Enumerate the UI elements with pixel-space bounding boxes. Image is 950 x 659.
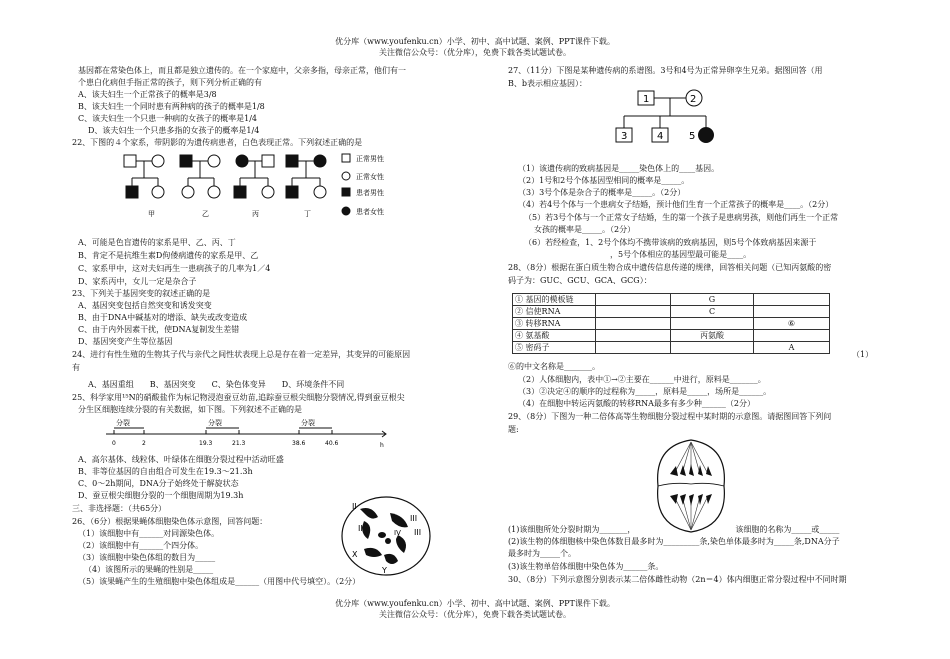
table-row	[513, 294, 830, 306]
table-cell: ④ 氨基酸	[513, 330, 596, 342]
q29-cell-division-figure	[650, 436, 732, 536]
q29-item: (1)该细胞所处分裂时期为_______， 该细胞的名称为_____或_____	[508, 525, 840, 534]
table-cell	[596, 330, 671, 342]
q29-item: (2)该生物的体细胞核中染色体数目最多时为_________条,染色单体最多时为_____条,DNA分子	[508, 537, 840, 546]
timeline-tick: 19.3	[199, 440, 213, 447]
q26-item: （2）该细胞中有______个四分体。	[78, 541, 204, 550]
q28-stem: 码子为：GUC、GCU、GCA、GCG）：	[508, 276, 652, 285]
timeline-label: 分裂	[208, 419, 222, 427]
q25-stem: 分生区细胞连续分裂的有关数据，如下图。下列叙述不正确的是	[78, 405, 302, 414]
table-cell	[596, 294, 671, 306]
timeline-label: 分裂	[301, 419, 315, 427]
pedigree-male-affected	[286, 155, 298, 167]
table-row	[513, 342, 830, 354]
chromosome-label: IV	[394, 529, 401, 537]
pedigree-male-affected	[126, 186, 138, 198]
chromosome-IV	[378, 532, 386, 538]
pedigree-female-normal	[208, 155, 220, 167]
pedigree-number: 4	[657, 131, 664, 142]
q25-option: D、蚕豆根尖细胞分裂的一个细胞周期为19.3h	[78, 491, 244, 500]
q28-item-number: （1）	[852, 350, 874, 359]
table-cell: 丙氨酸	[671, 330, 754, 342]
pedigree-male-normal	[262, 155, 274, 167]
pedigree-female-affected	[314, 155, 326, 167]
table-row	[513, 306, 830, 318]
pedigree-male-affected	[180, 155, 192, 167]
footer-line-2: 关注微信公众号：（优分库），免费下载各类试题试卷。	[379, 610, 571, 619]
q27-stem: B、b表示相应基因）：	[508, 79, 587, 88]
footer-line-1: 优分库（www.youfenku.cn）小学、初中、高中试题、案例、PPT课件下载。	[335, 599, 615, 608]
chromosome-label: Y	[382, 566, 387, 575]
q30-stem: 30、（8分）下列示意图分别表示某二倍体雌性动物（2n＝4）体内细胞正常分裂过程中不同时期	[508, 575, 847, 584]
pedigree-number: 3	[621, 131, 628, 142]
table-cell	[596, 306, 671, 318]
q21-line: 个患白化病但手指正常的孩子，则下列分析正确的有	[78, 78, 262, 87]
chromosome-label: III	[414, 528, 422, 537]
table-cell: ① 基因的模板链	[513, 294, 596, 306]
header-line-1: 优分库（www.youfenku.cn）小学、初中、高中试题、案例、PPT课件下载。	[335, 37, 615, 46]
q28-item: （3）②决定④的顺序的过程称为_____，原料是_____，场所是______。	[518, 387, 772, 396]
timeline-tick: 40.6	[325, 440, 339, 447]
q27-pedigree-figure	[600, 86, 740, 148]
q27-item: （1）该遗传病的致病基因是_____染色体上的____基因。	[518, 164, 720, 173]
q27-item: （4）若4号个体与一个患病女子结婚，预计他们生育一个正常孩子的概率是____。（2分）	[518, 200, 834, 209]
legend-label: 正常男性	[356, 155, 384, 163]
q26-chromosome-figure	[338, 495, 434, 577]
pedigree-female-affected	[699, 128, 714, 143]
q24-stem: 24、进行有性生殖的生物其子代与亲代之间性状表现上总是存在着一定差异，其变异的可能原因	[72, 350, 411, 359]
family-label: 乙	[202, 210, 209, 218]
pedigree-number: 1	[643, 94, 650, 105]
q28-item: ⑥的中文名称是_______。	[508, 362, 600, 371]
legend-male-normal-icon	[342, 154, 350, 162]
q27-stem: 27、（11分）下图是某种遗传病的系谱图。3号和4号为正常异卵孪生兄弟。据图回答（用	[508, 66, 823, 75]
pedigree-female-normal	[314, 186, 326, 198]
q26-item: （5）该果蝇产生的生殖细胞中染色体组成是______（用图中代号填空）。（2分）	[78, 577, 361, 586]
q27-item: （5）若3号个体与一个正常女子结婚，生的第一个孩子是患病男孩，则他们再生一个正常	[524, 213, 839, 222]
q26-stem: 26、（6分）根据果蝇体细胞染色体示意图，回答问题：	[72, 517, 268, 526]
timeline-tick: 21.3	[232, 440, 246, 447]
pedigree-female-normal	[208, 186, 220, 198]
pedigree-female-affected	[236, 155, 248, 167]
header-line-2: 关注微信公众号：（优分库），免费下载各类试题试卷。	[379, 48, 571, 57]
q23-option: B、由于DNA中碱基对的增添、缺失或改变造成	[78, 313, 248, 322]
timeline-tick: 38.6	[292, 440, 306, 447]
legend-label: 正常女性	[356, 173, 384, 181]
table-cell	[754, 294, 830, 306]
chromosome-IV	[385, 538, 391, 544]
chromosome-label: II	[358, 524, 363, 533]
timeline-unit: h	[380, 442, 384, 449]
pedigree-male-affected	[286, 186, 298, 198]
q22-option: B、肯定不是抗维生素D佝偻病遗传的家系是甲、乙	[78, 251, 259, 260]
pedigree-number: 5	[689, 131, 696, 142]
legend-label: 患者女性	[356, 208, 384, 216]
q27-item: （6）若经检查，1、2号个体均不携带该病的致病基因，则5号个体致病基因来源于	[524, 238, 817, 247]
q24-stem: 有	[72, 363, 80, 372]
table-cell: ② 信使RNA	[513, 306, 596, 318]
family-label: 丁	[304, 210, 311, 218]
pedigree-female-normal	[152, 186, 164, 198]
q22-option: A、可能是色盲遗传的家系是甲、乙、丙、丁	[78, 238, 236, 247]
q27-item: ，5号个体相应的基因型最可能是____。	[610, 250, 752, 259]
table-cell: C	[671, 306, 754, 318]
table-row	[513, 318, 830, 330]
table-cell: ⑥	[754, 318, 830, 330]
q21-option: B、该夫妇生一个同时患有两种病的孩子的概率是1/8	[78, 102, 265, 111]
q28-codon-table	[512, 293, 830, 354]
table-cell: ③ 转移RNA	[513, 318, 596, 330]
q22-option: C、家系甲中，这对夫妇再生一患病孩子的几率为1／4	[78, 264, 271, 273]
pedigree-male-affected	[234, 186, 246, 198]
timeline-tick: 2	[142, 440, 146, 447]
q28-stem: 28、（8分）根据在蛋白质生物合成中遗传信息传递的规律，回答相关问题（已知丙氨酸的密	[508, 263, 832, 272]
timeline-tick: 0	[112, 440, 116, 447]
q27-item: （2）1号和2号个体基因型相同的概率是_____。	[518, 176, 690, 185]
table-cell	[671, 342, 754, 354]
q21-line: 基因都在常染色体上，而且都是独立遗传的。在一个家庭中，父亲多指，母亲正常，他们有一	[78, 66, 406, 75]
q28-item: （4）在细胞中转运丙氨酸的转移RNA最多有多少种______（2分）	[518, 399, 755, 408]
q28-item: （2）人体细胞内，表中①→②主要在______中进行，原料是_______。	[518, 375, 766, 384]
q27-item: （3）3号个体是杂合子的概率是_____。（2分）	[518, 188, 686, 197]
q22-option: D、家系丙中，女儿一定是杂合子	[78, 277, 197, 286]
q27-item: 女孩的概率是_____。（2分）	[534, 225, 636, 234]
legend-male-affected-icon	[342, 188, 350, 196]
q23-stem: 23、下列关于基因突变的叙述正确的是	[72, 289, 211, 298]
q29-item: (3)该生物单倍体细胞中染色体为______条。	[508, 562, 664, 571]
q25-option: A、高尔基体、线粒体、叶绿体在细胞分裂过程中活动旺盛	[78, 455, 284, 464]
q29-stem: 题:	[508, 425, 519, 434]
family-label: 丙	[252, 210, 259, 218]
q25-option: C、0～2h期间，DNA分子始终处于解旋状态	[78, 479, 239, 488]
q23-option: A、基因突变包括自然突变和诱发突变	[78, 301, 212, 310]
chromosome-label: II	[352, 502, 357, 511]
q23-option: D、基因突变产生等位基因	[78, 337, 173, 346]
pedigree-female-normal	[152, 155, 164, 167]
table-cell: A	[754, 342, 830, 354]
q25-option: B、非等位基因的自由组合可发生在19.3～21.3h	[78, 467, 253, 476]
table-cell	[596, 342, 671, 354]
q26-item: （1）该细胞中有______对同源染色体。	[78, 529, 220, 538]
family-label: 甲	[148, 210, 155, 218]
q29-stem: 29、（8分）下图为一种二倍体高等生物细胞分裂过程中某时期的示意图。请据图回答下列问	[508, 412, 832, 421]
q22-stem: 22、下图的４个家系，带阴影的为遗传病患者，白色表现正常。下列叙述正确的是	[72, 138, 363, 147]
legend-female-affected-icon	[342, 207, 350, 215]
chromosome-label: X	[352, 550, 358, 559]
table-cell: ⑤ 密码子	[513, 342, 596, 354]
chromosome-label: III	[410, 514, 418, 523]
pedigree-number: 2	[690, 94, 697, 105]
q23-option: C、由于内外因素干扰，使DNA复制发生差错	[78, 325, 240, 334]
q21-option: D、该夫妇生一个只患多指的女孩子的概率是1/4	[88, 126, 260, 135]
pedigree-female-normal	[262, 186, 274, 198]
table-cell	[596, 318, 671, 330]
q21-option: A、该夫妇生一个正常孩子的概率是3/8	[78, 90, 217, 99]
q26-item: （3）该细胞中染色体组的数目为_____	[78, 553, 216, 562]
table-cell	[754, 306, 830, 318]
q25-stem: 25、科学家用¹⁵N的硝酸盐作为标记物浸泡蚕豆幼苗,追踪蚕豆根尖细胞分裂情况,得到蚕豆根尖	[72, 393, 405, 402]
pedigree-female-normal	[182, 186, 194, 198]
section-title: 三、非选择题：（共65分）	[72, 504, 167, 513]
legend-label: 患者男性	[356, 189, 384, 197]
table-cell: G	[671, 294, 754, 306]
q24-options: A、基因重组 B、基因突变 C、染色体变异 D、环境条件不同	[88, 380, 345, 389]
q29-item: 最多时为_____个。	[508, 549, 576, 558]
pedigree-male-normal	[124, 155, 136, 167]
table-row	[513, 330, 830, 342]
q21-option: C、该夫妇生一个只患一种病的女孩子的概率是1/4	[78, 114, 257, 123]
q22-pedigree-figure	[118, 150, 438, 222]
legend-female-normal-icon	[342, 172, 350, 180]
table-cell	[671, 318, 754, 330]
q26-item: （4）该图所示的果蝇的性别是_____	[84, 565, 214, 574]
table-cell	[754, 330, 830, 342]
timeline-label: 分裂	[116, 419, 130, 427]
q25-timeline-figure	[96, 416, 396, 452]
